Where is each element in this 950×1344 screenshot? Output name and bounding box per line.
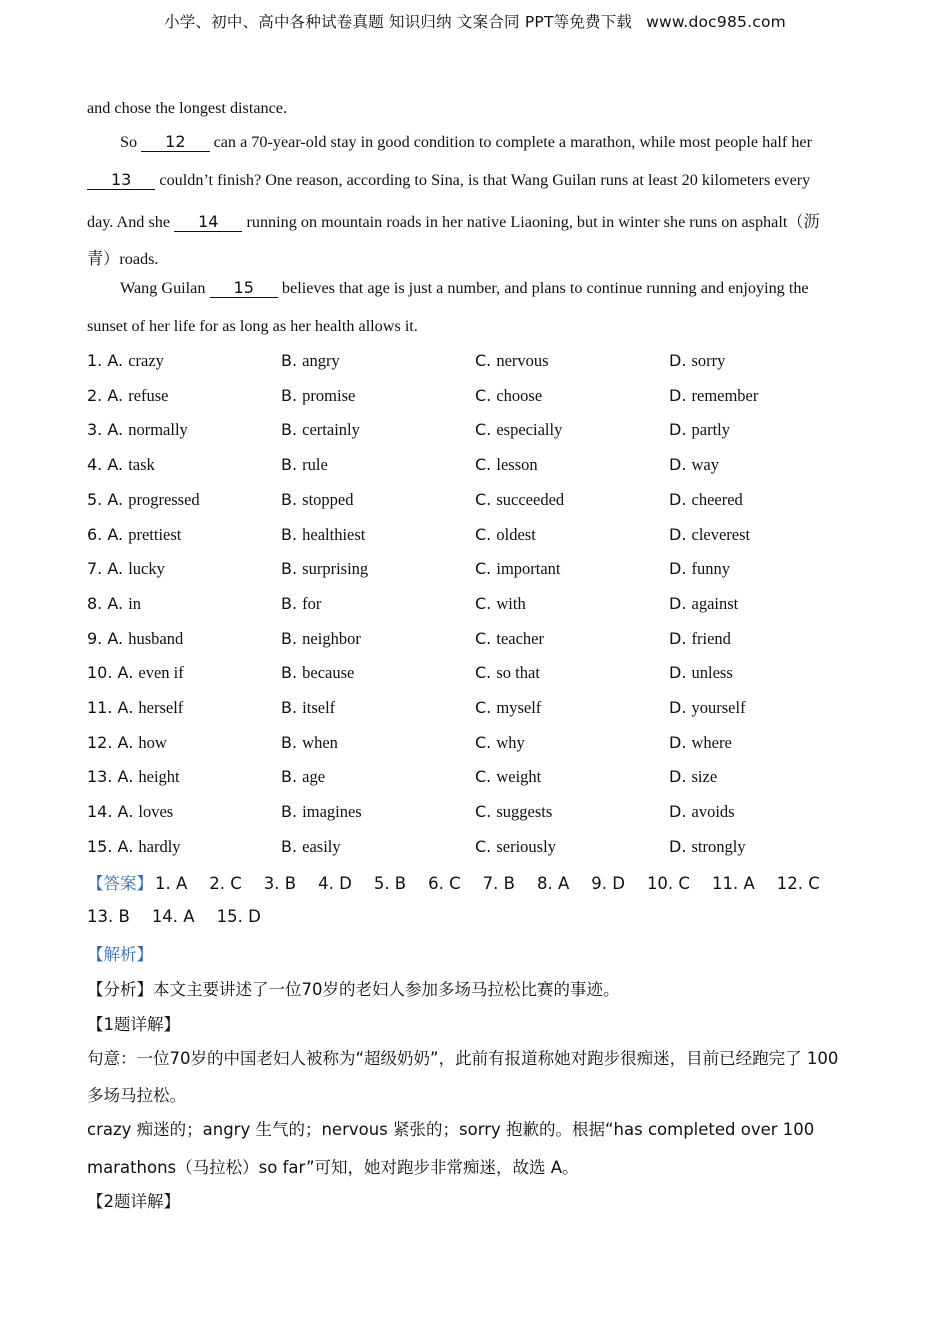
option-b[interactable] — [281, 525, 365, 545]
option-text: succeeded — [496, 489, 565, 509]
option-text: funny — [691, 559, 730, 579]
q1-title: 【1题详解】 — [87, 1015, 180, 1034]
option-text: against — [691, 593, 739, 613]
option-text: myself — [496, 698, 542, 717]
answer-item: 4. D — [318, 874, 352, 893]
option-text: age — [302, 767, 326, 787]
option-a[interactable] — [87, 698, 183, 718]
option-label: C. — [475, 802, 492, 822]
option-d[interactable] — [669, 733, 732, 753]
option-text: avoids — [691, 802, 735, 822]
option-label: C. — [475, 663, 492, 683]
option-c[interactable] — [475, 629, 544, 649]
option-c[interactable] — [475, 386, 542, 406]
question-row — [0, 802, 950, 826]
option-d[interactable] — [669, 698, 746, 718]
question-row — [0, 351, 950, 375]
passage-line-5: Wang Guilan 15 believes that age is just a number, and plans to continue running and enjoying the — [120, 278, 809, 297]
option-label: B. — [281, 698, 298, 717]
option-label: 4. A. — [87, 455, 124, 475]
option-text: especially — [496, 420, 563, 440]
option-text: important — [496, 559, 561, 579]
option-a[interactable] — [87, 525, 181, 545]
header-url[interactable]: www.doc985.com — [646, 13, 786, 31]
option-c[interactable] — [475, 733, 525, 753]
option-text: when — [302, 732, 338, 752]
answer-item: 1. A — [155, 874, 188, 893]
option-text: seriously — [496, 836, 556, 856]
option-b[interactable] — [281, 767, 325, 787]
option-label: C. — [475, 593, 492, 613]
question-row — [0, 767, 950, 791]
option-label: 10. A. — [87, 663, 134, 683]
option-d[interactable] — [669, 455, 719, 475]
option-b[interactable] — [281, 351, 340, 371]
option-c[interactable] — [475, 351, 549, 371]
option-text: unless — [691, 663, 733, 683]
blank-15: 15 — [210, 279, 278, 298]
option-label: C. — [475, 351, 492, 370]
option-text: surprising — [302, 559, 369, 579]
option-b[interactable] — [281, 420, 360, 440]
option-label: 5. A. — [87, 489, 124, 509]
option-b[interactable] — [281, 802, 362, 822]
option-label: 3. A. — [87, 420, 124, 440]
q2-title: 【2题详解】 — [87, 1192, 180, 1211]
question-row — [0, 420, 950, 444]
option-c[interactable] — [475, 698, 541, 718]
option-label: D. — [669, 802, 687, 822]
option-text: where — [691, 732, 732, 752]
option-text: lucky — [128, 559, 165, 579]
option-a[interactable] — [87, 455, 155, 475]
answers-line-2 — [87, 907, 283, 926]
option-label: C. — [475, 698, 492, 717]
option-label: D. — [669, 559, 687, 579]
option-a[interactable] — [87, 559, 165, 579]
question-row — [0, 490, 950, 514]
option-b[interactable] — [281, 559, 368, 579]
option-label: B. — [281, 559, 298, 579]
option-label: 11. A. — [87, 698, 134, 717]
option-text: normally — [128, 420, 188, 440]
answer-item: 15. D — [216, 907, 261, 926]
option-text: weight — [496, 767, 542, 787]
option-label: D. — [669, 593, 687, 613]
option-text: size — [691, 767, 718, 787]
option-b[interactable] — [281, 386, 355, 406]
option-c[interactable] — [475, 663, 540, 683]
option-a[interactable] — [87, 733, 167, 753]
q1-line-4: marathons（马拉松）so far”可知，她对跑步非常痴迷，故选 A。 — [87, 1158, 579, 1177]
option-text: healthiest — [302, 524, 366, 544]
option-d[interactable] — [669, 420, 730, 440]
option-d[interactable] — [669, 490, 743, 510]
option-text: herself — [138, 698, 184, 717]
option-a[interactable] — [87, 351, 164, 371]
option-label: C. — [475, 385, 492, 405]
passage-line-4: 青）roads. — [87, 250, 159, 268]
option-text: so that — [496, 663, 540, 683]
option-label: D. — [669, 628, 687, 648]
option-label: D. — [669, 767, 687, 787]
option-label: D. — [669, 489, 687, 509]
passage-line-6: sunset of her life for as long as her health allows it. — [87, 317, 418, 335]
option-label: D. — [669, 385, 687, 405]
option-label: D. — [669, 351, 687, 370]
passage-line-0: and chose the longest distance. — [87, 99, 288, 117]
option-text: crazy — [128, 351, 164, 370]
answer-item: 8. A — [536, 874, 570, 893]
option-d[interactable] — [669, 559, 730, 579]
option-text: strongly — [691, 836, 746, 856]
option-label: B. — [281, 420, 298, 440]
option-text: even if — [138, 663, 184, 683]
option-a[interactable] — [87, 490, 200, 510]
option-c[interactable] — [475, 559, 561, 579]
option-text: rule — [302, 455, 328, 475]
option-b[interactable] — [281, 629, 361, 649]
option-a[interactable] — [87, 594, 141, 614]
option-b[interactable] — [281, 837, 341, 857]
option-label: 13. A. — [87, 767, 134, 787]
option-b[interactable] — [281, 490, 354, 510]
answer-item: 6. C — [428, 874, 461, 893]
option-d[interactable] — [669, 663, 733, 683]
option-text: hardly — [138, 836, 181, 856]
option-a[interactable] — [87, 802, 173, 822]
option-d[interactable] — [669, 629, 731, 649]
answer-item: 7. B — [482, 874, 515, 893]
analysis-tag: 【解析】 — [87, 945, 153, 964]
q1-line-2: 多场马拉松。 — [87, 1086, 186, 1105]
option-a[interactable] — [87, 629, 183, 649]
passage-line-3: day. And she 14 running on mountain roads in her native Liaoning, but in winter she runs on asphalt（沥 — [87, 212, 820, 231]
option-d[interactable] — [669, 351, 725, 371]
option-c[interactable] — [475, 420, 562, 440]
option-text: with — [496, 593, 526, 613]
option-a[interactable] — [87, 386, 169, 406]
question-row — [0, 733, 950, 757]
option-text: easily — [302, 836, 341, 856]
option-label: 6. A. — [87, 524, 124, 544]
answer-item: 5. B — [373, 874, 407, 893]
option-label: C. — [475, 628, 492, 648]
option-text: nervous — [496, 351, 549, 370]
analysis-summary: 【分析】本文主要讲述了一位70岁的老妇人参加多场马拉松比赛的事迹。 — [87, 980, 620, 999]
option-label: D. — [669, 663, 687, 683]
option-b[interactable] — [281, 698, 335, 718]
option-label: B. — [281, 836, 298, 856]
option-label: 9. A. — [87, 628, 124, 648]
option-label: C. — [475, 559, 492, 579]
question-row — [0, 559, 950, 583]
option-text: sorry — [691, 351, 726, 370]
option-c[interactable] — [475, 490, 564, 510]
answer-item: 3. B — [263, 874, 297, 893]
option-text: partly — [691, 420, 730, 440]
option-text: why — [496, 732, 525, 752]
option-label: 8. A. — [87, 593, 124, 613]
option-text: height — [138, 767, 180, 787]
option-label: B. — [281, 767, 298, 787]
option-text: because — [302, 663, 355, 683]
option-label: B. — [281, 489, 298, 509]
answer-item: 14. A — [151, 907, 195, 926]
option-a[interactable] — [87, 663, 184, 683]
option-b[interactable] — [281, 594, 321, 614]
option-text: task — [128, 455, 155, 475]
option-label: D. — [669, 524, 687, 544]
option-label: B. — [281, 385, 298, 405]
question-row — [0, 663, 950, 687]
option-text: neighbor — [302, 628, 361, 648]
option-d[interactable] — [669, 594, 738, 614]
option-text: husband — [128, 628, 184, 648]
answer-tag: 【答案】 — [87, 874, 153, 893]
option-a[interactable] — [87, 767, 180, 787]
option-text: in — [128, 593, 142, 613]
blank-12: 12 — [141, 133, 209, 152]
option-label: C. — [475, 732, 492, 752]
answer-item: 11. A — [711, 874, 755, 893]
option-text: choose — [496, 385, 543, 405]
option-d[interactable] — [669, 525, 750, 545]
blank-14: 14 — [174, 213, 242, 232]
option-a[interactable] — [87, 837, 181, 857]
option-text: how — [138, 732, 167, 752]
option-label: B. — [281, 802, 298, 822]
question-row — [0, 455, 950, 479]
option-d[interactable] — [669, 837, 746, 857]
option-text: for — [302, 593, 322, 613]
question-row — [0, 594, 950, 618]
option-d[interactable] — [669, 767, 717, 787]
option-text: oldest — [496, 524, 536, 544]
option-c[interactable] — [475, 455, 538, 475]
question-row — [0, 386, 950, 410]
option-label: D. — [669, 455, 687, 475]
option-text: certainly — [302, 420, 360, 440]
option-label: C. — [475, 489, 492, 509]
option-label: B. — [281, 663, 298, 683]
option-c[interactable] — [475, 525, 536, 545]
option-label: B. — [281, 628, 298, 648]
option-label: 7. A. — [87, 559, 124, 579]
answer-item: 2. C — [209, 874, 242, 893]
option-text: teacher — [496, 628, 544, 648]
option-c[interactable] — [475, 767, 541, 787]
option-b[interactable] — [281, 733, 338, 753]
option-label: D. — [669, 836, 687, 856]
passage-line-1: So 12 can a 70-year-old stay in good condition to complete a marathon, while most people half her — [120, 132, 812, 151]
option-text: promise — [302, 385, 356, 405]
option-label: B. — [281, 351, 298, 370]
question-row — [0, 698, 950, 722]
option-text: cheered — [691, 489, 743, 509]
option-text: progressed — [128, 489, 200, 509]
option-label: D. — [669, 698, 687, 717]
option-label: D. — [669, 732, 687, 752]
option-text: cleverest — [691, 524, 751, 544]
option-text: angry — [302, 351, 340, 370]
option-label: B. — [281, 593, 298, 613]
option-text: loves — [138, 802, 174, 822]
q1-line-3: crazy 痴迷的；angry 生气的；nervous 紧张的；sorry 抱歉的。根据“has completed over 100 — [87, 1120, 815, 1139]
option-label: C. — [475, 836, 492, 856]
page-header — [0, 10, 950, 32]
option-text: yourself — [691, 698, 746, 717]
option-text: itself — [302, 698, 336, 717]
question-row — [0, 629, 950, 653]
answer-item: 9. D — [591, 874, 625, 893]
passage-line-2: 13 couldn’t finish? One reason, according to Sina, is that Wang Guilan runs at least 20 kilometers every — [87, 171, 810, 190]
header-title: 小学、初中、高中各种试卷真题 知识归纳 文案合同 PPT等免费下载 — [164, 13, 633, 31]
answer-item: 13. B — [87, 907, 130, 926]
option-text: way — [691, 455, 719, 475]
option-c[interactable] — [475, 837, 556, 857]
option-text: prettiest — [128, 524, 182, 544]
option-text: lesson — [496, 455, 538, 475]
option-b[interactable] — [281, 455, 328, 475]
q1-line-1: 句意：一位70岁的中国老妇人被称为“超级奶奶”，此前有报道称她对跑步很痴迷，目前已经跑完了 100 — [87, 1049, 839, 1068]
option-label: B. — [281, 732, 298, 752]
question-row — [0, 525, 950, 549]
question-row — [0, 837, 950, 861]
option-text: suggests — [496, 802, 553, 822]
answers-line-1 — [87, 870, 842, 894]
option-label: 15. A. — [87, 836, 134, 856]
option-text: imagines — [302, 802, 362, 822]
option-label: C. — [475, 455, 492, 475]
option-a[interactable] — [87, 420, 188, 440]
option-c[interactable] — [475, 594, 526, 614]
option-label: 1. A. — [87, 351, 124, 370]
blank-13: 13 — [87, 171, 155, 190]
option-label: B. — [281, 455, 298, 475]
option-b[interactable] — [281, 663, 354, 683]
option-text: friend — [691, 628, 731, 648]
option-label: D. — [669, 420, 687, 440]
option-label: B. — [281, 524, 298, 544]
option-label: C. — [475, 420, 492, 440]
option-d[interactable] — [669, 802, 735, 822]
option-label: 2. A. — [87, 385, 124, 405]
option-label: C. — [475, 524, 492, 544]
option-text: stopped — [302, 489, 354, 509]
option-label: C. — [475, 767, 492, 787]
option-d[interactable] — [669, 386, 758, 406]
option-text: remember — [691, 385, 759, 405]
option-label: 12. A. — [87, 732, 134, 752]
option-label: 14. A. — [87, 802, 134, 822]
answer-item: 12. C — [776, 874, 820, 893]
answer-item: 10. C — [646, 874, 690, 893]
option-text: refuse — [128, 385, 169, 405]
option-c[interactable] — [475, 802, 552, 822]
